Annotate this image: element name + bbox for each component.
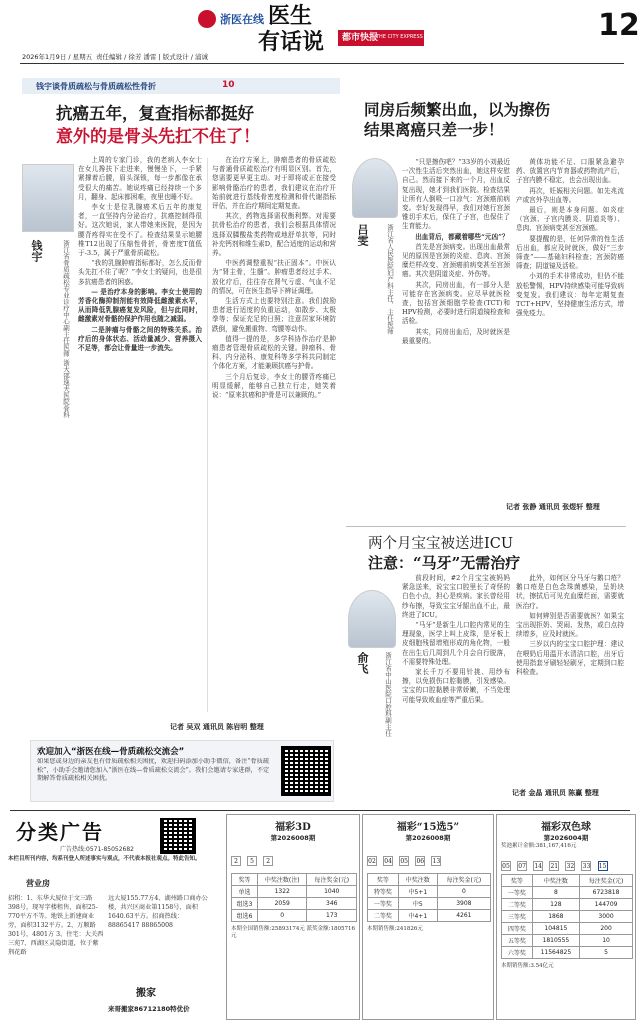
lottery3-red-ball: 14 xyxy=(534,863,542,870)
article3-headline-line1: 两个月宝宝被送进ICU xyxy=(368,536,514,552)
article3-column2 xyxy=(516,574,624,784)
article1-para: 值得一提的是，多学科协作治疗是肿瘤患者管理骨质疏松的关键。肿瘤科、骨科、内分泌科、康复科等多学科共同制定个体化方案，才能兼顾抗癌与护骨。 xyxy=(212,334,336,371)
lottery3-issue: 第2026004期 xyxy=(543,834,589,842)
article1-headline-line1: 抗癌五年，复查指标都挺好 xyxy=(56,104,254,123)
series-banner xyxy=(22,78,340,94)
right-section-divider xyxy=(346,526,626,527)
lottery1-name: 福彩3D xyxy=(275,822,311,833)
article3-headline-line2: 注意：“马牙”无需治疗 xyxy=(368,554,521,572)
dateline: 2026年1月9日 / 星期五 xyxy=(22,53,93,61)
lottery3-red-ball: 33 xyxy=(582,863,591,870)
article3-column1 xyxy=(402,574,510,784)
lottery1-footer: 本期全国销售额:25893174元 派奖金额:1805716元 xyxy=(231,926,355,939)
ads-listing2: 远大厦155.77方4、湖州路口商办公楼，共兴区商业第1158号，面积1640.63平方。招商热线：88865417 88865008 xyxy=(108,895,208,929)
table-row xyxy=(502,935,633,947)
article2-signature: 记者 张静 通讯员 张煜轩 整理 xyxy=(506,503,600,511)
article2-headline-line2: 结果离癌只差一步！ xyxy=(364,120,504,139)
article1-para: 上周的专家门诊，我的老病人李女士在女儿搀扶下走进来，慢慢坐下，一手紧紧撑着后腰，眉头深锁，每一步都像在承受很大的痛苦。她说疼痛已经持续一个多月，翻身、起床都困难，夜里也睡不好。 xyxy=(78,156,202,201)
table-cell: 10 xyxy=(580,935,633,947)
table-cell: 3000 xyxy=(580,911,633,923)
lottery1-ball: 5 xyxy=(247,856,257,866)
table-cell: 四等奖 xyxy=(502,923,533,935)
article3-para: 家长千万不要用针挑、用纱布擦，以免损伤口腔黏膜，引发感染。宝宝的口腔黏膜非常娇嫩，不当处理可能导致败血症等严重后果。 xyxy=(402,668,510,704)
article2-para: 其实，同房出血后，及时就医是最重要的。 xyxy=(402,327,510,345)
table-cell: 组选3 xyxy=(232,898,258,910)
article1-para: 生活方式上也要特别注意。我们鼓励患者进行适度的负重运动，如散步、太极拳等；保证充足的日照；注意居家环境防跌倒，避免搬重物、弯腰等动作。 xyxy=(212,297,336,333)
table-cell: 1322 xyxy=(257,886,307,898)
article2-para: 首先是宫颈病变。出现出血最常见的原因是宫颈的炎症、息肉、宫颈糜烂样改变、宫颈癌前病变甚至宫颈癌。其次是阴道炎症、外伤等。 xyxy=(402,242,510,279)
table-cell: 3908 xyxy=(437,898,490,910)
lottery2-ball: 06 xyxy=(416,858,425,865)
lottery3-red-ball: 05 xyxy=(502,863,510,870)
table-cell: 一等奖 xyxy=(502,887,533,899)
lottery1-table xyxy=(231,873,357,922)
article1-column1 xyxy=(78,156,202,712)
table-cell: 1810555 xyxy=(532,935,579,947)
article1-headline-line2: 意外的是骨头先扛不住了！ xyxy=(56,127,260,147)
table-row xyxy=(368,898,491,910)
article2-para: 出血背后，都藏着哪些“元凶”？ xyxy=(415,232,509,241)
author-photo-lvwen xyxy=(352,158,398,218)
ads-title: 分类广告 xyxy=(16,820,104,844)
table-row xyxy=(502,899,633,911)
table-cell: 5 xyxy=(580,947,633,959)
author-photo-qianyu xyxy=(22,164,74,232)
article2-headline-line1: 同房后频繁出血，以为擦伤 xyxy=(364,100,551,119)
zheyi-logo-icon xyxy=(198,10,216,28)
table-row xyxy=(502,875,633,887)
lottery2-ball: 13 xyxy=(432,858,441,865)
promo-qr-code-icon[interactable] xyxy=(281,746,331,796)
article1-para: — 是治疗本身的影响。李女士使用的芳香化酶抑制剂能有效降低雌激素水平，从而降低乳腺癌复发风险，但与此同时，雌激素对骨骼的保护作用也随之减弱。 xyxy=(78,287,202,324)
ads-listing: 招租：1、东华大厦位于文三路398号，现写字楼租售，面积25-770平方不等。地铁上新建商业旁，面积3132平方。2、万顺路301号，4801方 3、住宅：大关西三苑7、西湖区灵隐街道，位于紫荆花路 xyxy=(8,895,104,956)
article1-signature: 记者 吴双 通讯员 陈岩明 整理 xyxy=(170,723,264,731)
classified-ads xyxy=(6,814,228,1020)
bottom-section-rule xyxy=(10,810,630,811)
ads-moving-line: 来哥搬家86712180特优价 xyxy=(108,1005,190,1013)
lottery-3d xyxy=(226,814,360,1020)
author2-title: 浙江省人民医院妇产科主任、主任医师 xyxy=(386,224,394,335)
table-cell: 奖等 xyxy=(502,875,533,887)
table-cell: 奖等 xyxy=(232,874,258,886)
article2-para: 最后，则是本身问题。如炎症（宫颈、子宫内膜炎、阴道炎等）、息肉、宫颈病变甚至宫颈癌。 xyxy=(516,206,624,233)
table-cell: 每注奖金(元) xyxy=(437,874,490,886)
article1-para: 三个月后复诊，李女士的腰背疼痛已明显缓解，能够自己独立行走，她笑着说：“原来抗癌和护骨是可以兼顾的。” xyxy=(212,372,336,400)
ads-qr-code-icon[interactable] xyxy=(160,818,196,854)
article1-para: 中医药调整重视“扶正固本”。中医认为“肾主骨，生髓”。肿瘤患者经过手术、放化疗后，往往存在肾气亏虚、气血不足的情况，可在医生指导下辨证调理。 xyxy=(212,259,336,295)
lottery3-footer: 本期销售额:3.54亿元 xyxy=(501,963,554,969)
article3-para: 三岁以内的宝宝口腔护理：建议在喂奶后用温开水清洁口腔，出牙后使用指套牙刷轻轻刷牙，定期到口腔科检查。 xyxy=(516,640,624,677)
table-cell: 128 xyxy=(532,899,579,911)
article1-para: “我的乳腺肿瘤指标都好，怎么反而骨头先扛不住了呢？”李女士的疑问，也是很多抗癌患者的困惑。 xyxy=(78,259,202,286)
table-cell: 11564825 xyxy=(532,947,579,959)
column-title-line1: 医生 xyxy=(268,3,313,29)
table-cell: 4261 xyxy=(437,910,490,922)
table-row xyxy=(368,886,491,898)
article1-para: 其次，药物选择需权衡利弊。对需要抗骨松治疗的患者，我们会根据具体情况选择双膦酸盐类药物或地舒单抗等，同时补充钙剂和维生素D，配合适度的运动和营养。 xyxy=(212,212,336,258)
table-cell: 五等奖 xyxy=(502,935,533,947)
ads-business-label: 营业房 xyxy=(26,878,50,888)
article1-para: 李女士是位乳腺癌术后五年的康复者，一直坚持内分泌治疗，抗癌控制得很好。这次她说，家人带她来医院，是因为腰背疼得实在受不了。检查结果显示她腰椎T12出现了压缩性骨折，骨密度T值低于-3.5，属于严重骨质疏松。 xyxy=(78,203,202,258)
table-cell: 中5 xyxy=(398,898,437,910)
promo-box xyxy=(30,740,334,802)
table-row xyxy=(502,911,633,923)
table-cell: 组选6 xyxy=(232,910,258,922)
article2-para: 黄体功能不足、口服紧急避孕药、放置宫内节育器或药物流产后，子宫内膜不稳定，也会出现出血。 xyxy=(516,158,624,185)
author-photo-yufei xyxy=(348,590,396,648)
article3-para: “马牙”是新生儿口腔内常见的生理现象，医学上叫上皮珠，是牙板上皮细胞残留增殖形成的角化物，一般在出生后几周到几个月会自行脱落，不需要特殊处理。 xyxy=(402,621,510,666)
table-row xyxy=(502,947,633,959)
ads-hotline: 广告热线:0571-85052682 xyxy=(60,846,134,853)
masthead-area xyxy=(0,0,642,66)
article3-para: 前段时间，#2个月宝宝被妈妈紧急送来，说宝宝口腔里长了奇怪的白色小点，担心是疾病。家长曾经用纱布擦，导致宝宝牙龈出血不止，最终进了ICU。 xyxy=(402,574,510,619)
article2-column2 xyxy=(516,158,624,498)
lottery-double-color xyxy=(496,814,636,1020)
article2-para: 小刘的手术非常成功，但仍不能放松警惕，HPV持续感染可能导致病变复发。我们建议：每年定期复查TCT+HPV，坚持健康生活方式，增强免疫力。 xyxy=(516,272,624,318)
article2-para: “只是擦伤吧？”33岁的小刘最近一次性生活后突然出血，她这样安慰自己。然而接下来的一个月，出血反复出现，她才到我们医院。检查结果让所有人倒吸一口凉气：宫颈癌前病变。幸好发现得早，我们对她行宫颈锥切手术后，保住了子宫，也保住了生育能力。 xyxy=(402,158,510,231)
promo-text: 如果您或身边的亲友也有骨质疏松相关困扰，欢迎扫码添加小助手微信，备注“骨质疏松”，小助手会邀请您加入“浙医在线—骨质疏松交流会”。我们会邀请专家进群，不定期解答骨质疏松相关困扰。 xyxy=(37,758,270,782)
lottery3-pool: 奖池累计金额:381,167,416元 xyxy=(501,843,577,849)
lottery3-red-ball: 32 xyxy=(566,863,575,870)
article1-column2 xyxy=(212,156,336,712)
lottery2-issue: 第2026008期 xyxy=(405,834,451,842)
article2-column1 xyxy=(402,158,510,498)
table-row xyxy=(368,910,491,922)
lottery3-red-ball: 21 xyxy=(550,863,559,870)
article3-signature: 记者 金晶 通讯员 陈赢 整理 xyxy=(512,789,599,797)
article1-column-divider xyxy=(207,158,208,712)
lottery3-red-ball: 07 xyxy=(518,863,526,870)
lottery2-numbers xyxy=(363,842,493,873)
article3-para: 此外，如何区分马牙与鹅口疮？鹅口疮是白色念珠菌感染，呈奶块状，擦拭后可见充血糜烂面，需要就医治疗。 xyxy=(516,574,624,610)
brand-name: 浙医在线 xyxy=(220,13,264,26)
table-cell: 一等奖 xyxy=(368,898,399,910)
table-cell: 104815 xyxy=(532,923,579,935)
lottery2-name: 福彩“15选5” xyxy=(396,822,460,833)
table-cell: 单选 xyxy=(232,886,258,898)
article-bleeding xyxy=(346,98,626,528)
ads-moving-label: 搬家 xyxy=(136,988,156,999)
lottery1-numbers xyxy=(227,842,359,873)
table-cell: 0 xyxy=(437,886,490,898)
article1-para: 在治疗方案上，肿瘤患者的骨质疏松与普通骨质疏松治疗有明显区别。首先，您需要更早更主动。对于即将或正在接受影响骨骼治疗的患者，我们建议在治疗开始前就进行基线骨密度检测和骨代谢指标评估，并在治疗期间定期复查。 xyxy=(212,156,336,211)
article2-para: 再次，妊娠相关问题。如先兆流产或宫外孕出血等。 xyxy=(516,186,624,204)
column-title-line2: 有话说 xyxy=(258,29,325,55)
table-cell: 每注奖金(元) xyxy=(307,874,357,886)
article-baby-teeth xyxy=(346,532,626,804)
table-row xyxy=(368,874,491,886)
table-cell: 六等奖 xyxy=(502,947,533,959)
table-cell: 8 xyxy=(532,887,579,899)
header-rule xyxy=(20,63,624,64)
promo-title: 欢迎加入“浙医在线—骨质疏松交流会” xyxy=(37,747,185,757)
table-cell: 中5+1 xyxy=(398,886,437,898)
lottery3-blue-ball: 15 xyxy=(598,863,607,870)
table-cell: 200 xyxy=(580,923,633,935)
table-cell: 173 xyxy=(307,910,357,922)
article3-para: 如何辨别是否需要就医？如果宝宝出现拒奶、哭闹、发热，或白点持续增多，应及时就医。 xyxy=(516,611,624,639)
lottery2-footer: 本期销售额:241826元 xyxy=(367,926,423,932)
lottery-15x5 xyxy=(362,814,494,1020)
article2-para: 其次，同房出血，有一部分人是可能存在宫颈病变。应尽早就医检查，包括宫颈细胞学检查(TCT)和HPV检测，必要时进行阴道镜检查和活检。 xyxy=(402,280,510,326)
author1-name: 钱宇 xyxy=(30,240,43,262)
table-cell: 2059 xyxy=(257,898,307,910)
article2-para: 要提醒的是，任何异常的性生活后出血，都应及时就医，做好“三步筛查”——基础妇科检查；宫颈防癌筛查；阴道镜及活检。 xyxy=(516,234,624,271)
table-cell: 二等奖 xyxy=(368,910,399,922)
table-row xyxy=(232,886,357,898)
lottery3-numbers xyxy=(497,851,635,874)
table-cell: 中4+1 xyxy=(398,910,437,922)
table-cell: 1040 xyxy=(307,886,357,898)
page-number: 12 xyxy=(598,8,640,43)
author2-name: 吕雯 xyxy=(356,224,369,246)
banner-text: 钱宇谈骨质疏松与骨质疏松性骨折 xyxy=(36,82,156,91)
lottery1-ball: 2 xyxy=(231,856,241,866)
article-osteoporosis xyxy=(20,98,340,758)
author1-title: 浙江省骨质疏松专业诊疗中心副主任医师 浙大邵逸夫医院骨科 xyxy=(62,240,70,418)
table-cell: 1868 xyxy=(532,911,579,923)
lottery1-ball: 2 xyxy=(263,856,273,866)
table-cell: 特等奖 xyxy=(368,886,399,898)
editors-line: 责任编辑 / 徐芳 潘雷 | 版式设计 / 浦诚 xyxy=(96,53,209,61)
table-cell: 中奖注数 xyxy=(532,875,579,887)
table-row xyxy=(232,910,357,922)
author3-name: 俞飞 xyxy=(356,652,369,674)
table-cell: 奖等 xyxy=(368,874,399,886)
author3-title: 浙江省中山医院口腔科副主任 xyxy=(384,652,392,737)
table-cell: 6723818 xyxy=(580,887,633,899)
table-cell: 中奖注数 xyxy=(398,874,437,886)
table-cell: 中奖注数(注) xyxy=(257,874,307,886)
table-row xyxy=(232,898,357,910)
article1-para: 二是肿瘤与骨骼之间的特殊关系。治疗后的身体状态、活动量减少、营养摄入不足等，都会让骨量进一步流失。 xyxy=(78,325,202,353)
table-row xyxy=(502,923,633,935)
banner-number: 10 xyxy=(222,80,235,90)
table-cell: 二等奖 xyxy=(502,899,533,911)
table-cell: 144709 xyxy=(580,899,633,911)
table-cell: 346 xyxy=(307,898,357,910)
lottery2-ball: 05 xyxy=(400,858,408,865)
lottery3-table xyxy=(501,874,633,959)
partner-sub: THE CITY EXPRESS xyxy=(376,34,423,40)
lottery2-table xyxy=(367,873,491,922)
table-cell: 每注奖金(元) xyxy=(580,875,633,887)
lottery3-name: 福彩双色球 xyxy=(541,822,591,833)
table-cell: 0 xyxy=(257,910,307,922)
table-row xyxy=(502,887,633,899)
lottery1-issue: 第2026008期 xyxy=(270,834,316,842)
partner-name: 都市快报 xyxy=(342,33,379,43)
table-cell: 三等奖 xyxy=(502,911,533,923)
ads-notice: 本栏目所刊内容，均系刊登人所述事实与观点，不代表本报社观点。特此告知。 xyxy=(8,856,201,862)
lottery2-ball: 02 xyxy=(368,858,376,865)
table-row xyxy=(232,874,357,886)
lottery2-ball: 04 xyxy=(384,858,392,865)
